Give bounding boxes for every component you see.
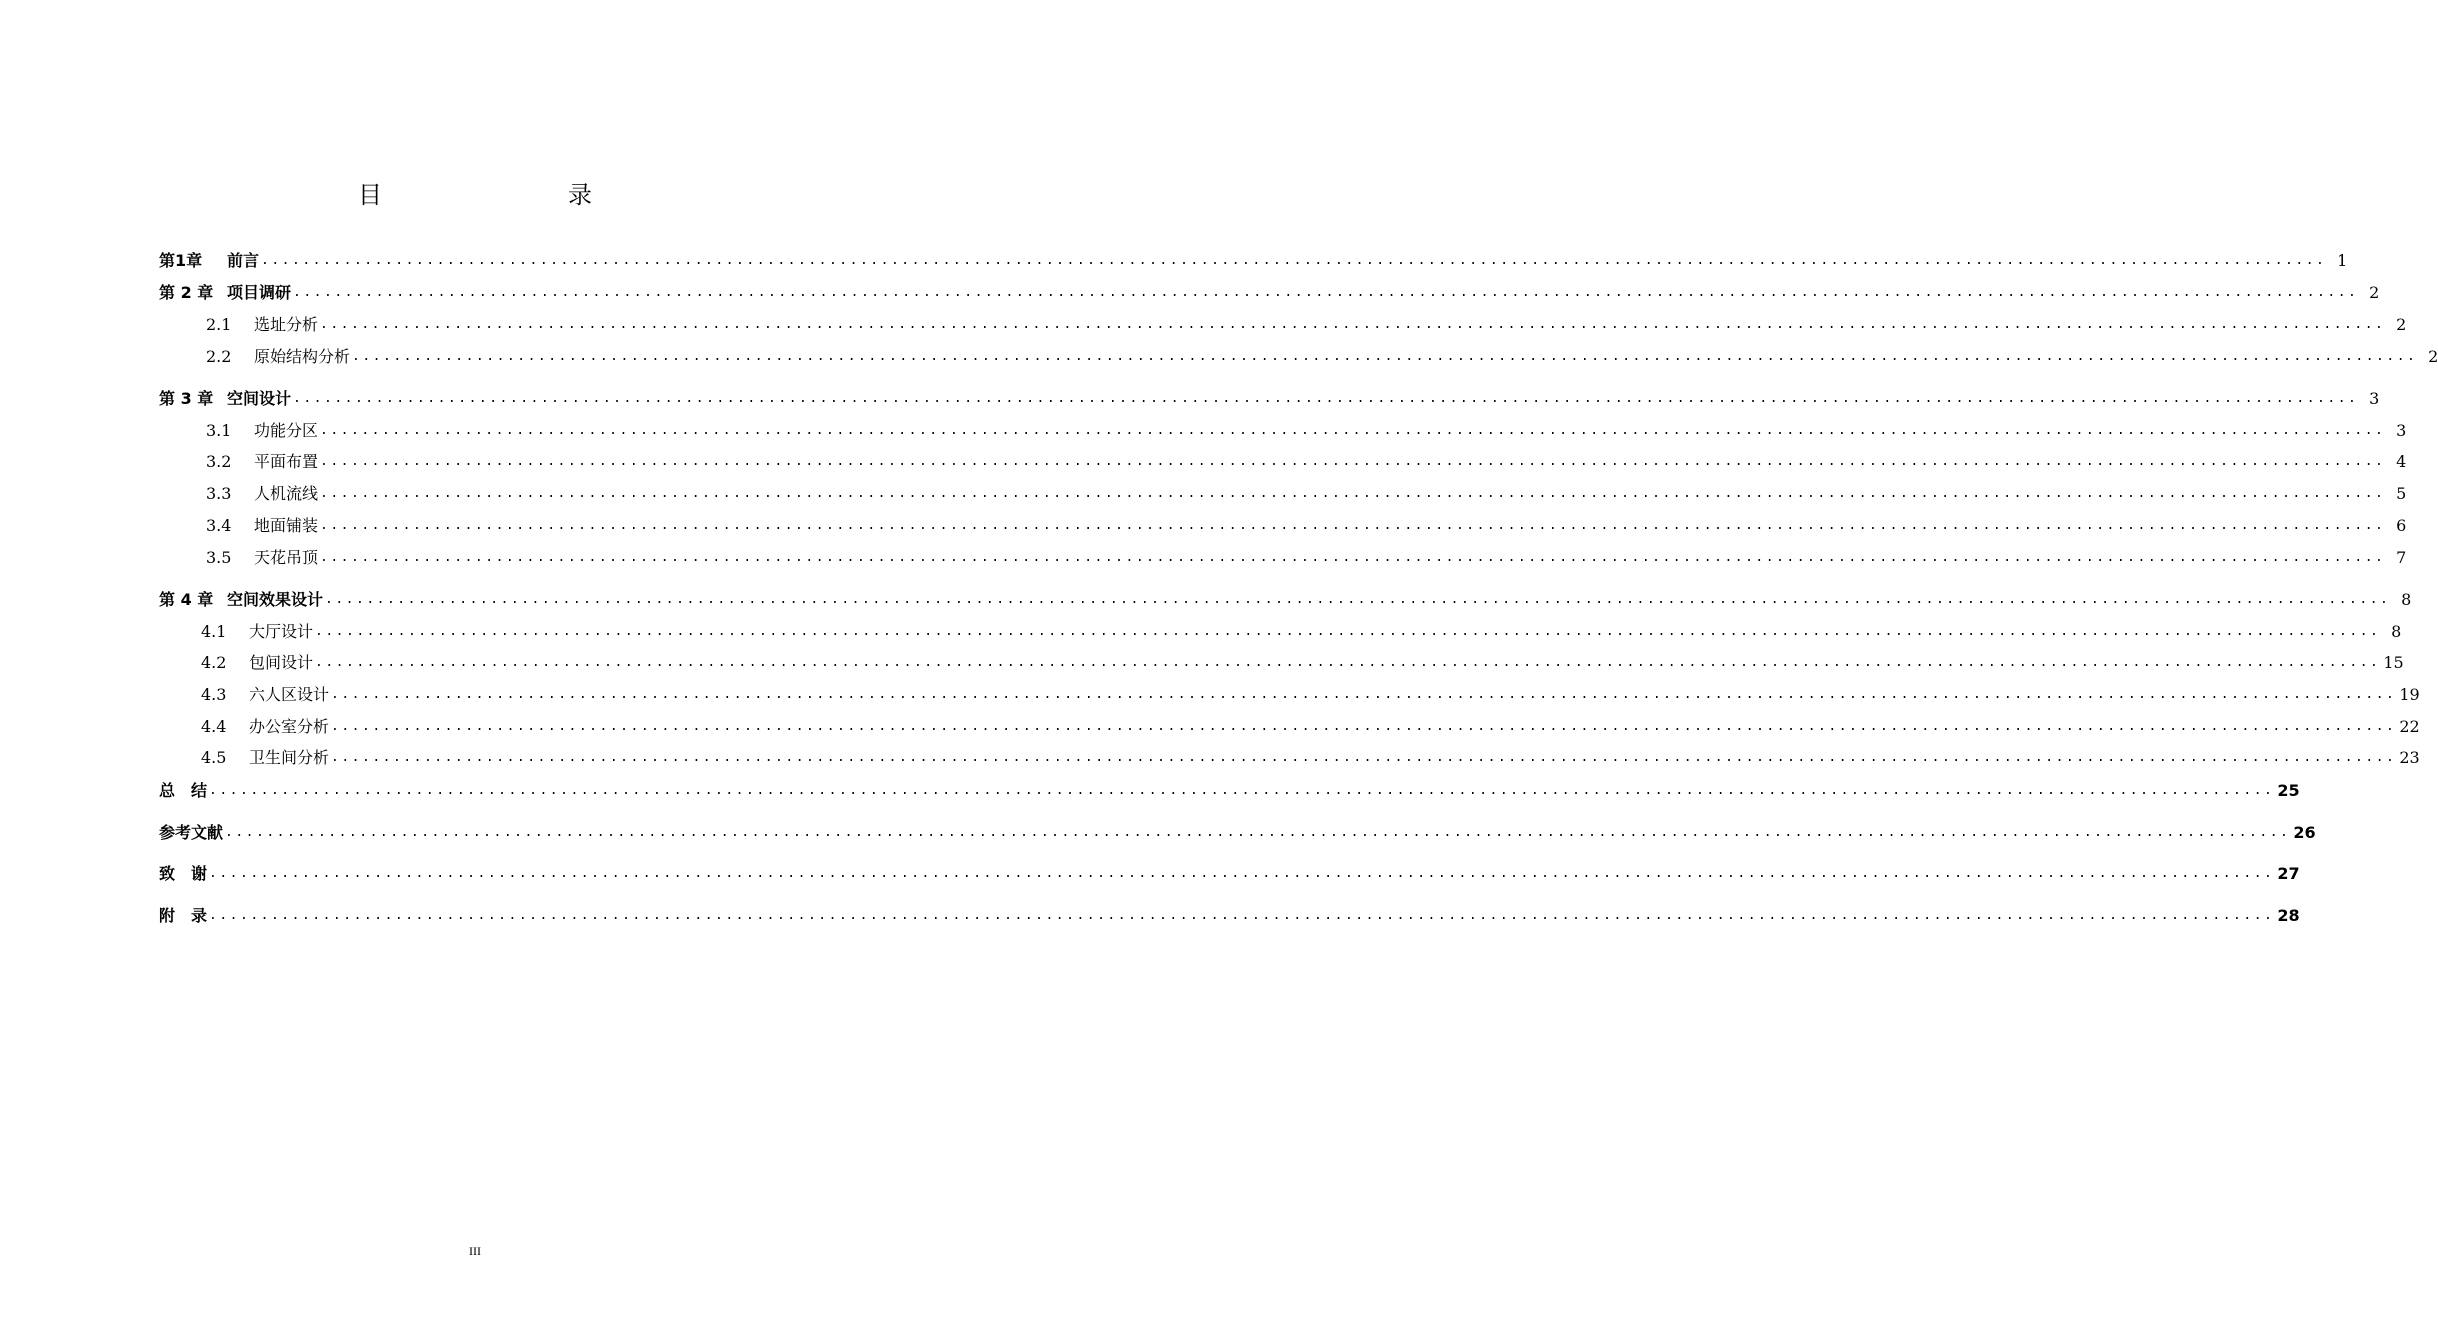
toc-entry xyxy=(206,418,2407,442)
toc-entry-number: 3.3 xyxy=(206,484,232,503)
toc-page-number: 2 xyxy=(2396,315,2407,334)
toc-entry-number: 4.3 xyxy=(201,685,227,704)
toc-dot-leader: ........................................................................................................................................................................................................ xyxy=(320,423,2386,438)
toc-page-number: 2 xyxy=(2428,347,2438,366)
toc-page-number: 6 xyxy=(2396,516,2407,535)
toc-entry-label: 地面铺装 xyxy=(254,516,319,535)
toc-dot-leader: ........................................................................................................................................................................................................ xyxy=(331,687,2397,702)
toc-page-number: 23 xyxy=(2399,748,2420,767)
toc-entry-label: 空间效果设计 xyxy=(227,590,324,609)
toc-entry-number: 3.2 xyxy=(206,452,232,471)
toc-title: 目 录 xyxy=(358,181,638,209)
toc-entry-number: 第 3 章 xyxy=(159,389,214,408)
toc-entry-label: 平面布置 xyxy=(254,452,319,471)
toc-dot-leader: ........................................................................................................................................................................................................ xyxy=(209,783,2275,798)
toc-entry-label: 前言 xyxy=(227,251,260,270)
toc-entry-number: 4.5 xyxy=(201,748,227,767)
toc-page-number: 25 xyxy=(2277,781,2300,800)
toc-entry-label: 附 录 xyxy=(159,906,208,925)
toc-entry-number: 2.2 xyxy=(206,347,232,366)
toc-entry-label: 人机流线 xyxy=(254,484,319,503)
toc-dot-leader: ........................................................................................................................................................................................................ xyxy=(209,908,2275,923)
toc-entry xyxy=(159,248,2348,272)
toc-entry-label: 项目调研 xyxy=(227,283,292,302)
toc-entry-label: 天花吊顶 xyxy=(254,548,319,567)
toc-entry-number: 4.1 xyxy=(201,622,227,641)
toc-page-number: 28 xyxy=(2277,906,2300,925)
toc-entry-number: 第1章 xyxy=(159,251,203,270)
toc-entry xyxy=(159,861,2300,885)
toc-page-number: 19 xyxy=(2399,685,2420,704)
toc-dot-leader: ........................................................................................................................................................................................................ xyxy=(325,592,2391,607)
toc-entry-label: 参考文献 xyxy=(159,823,224,842)
toc-dot-leader: ........................................................................................................................................................................................................ xyxy=(320,518,2386,533)
toc-entry xyxy=(159,587,2412,611)
toc-dot-leader: ........................................................................................................................................................................................................ xyxy=(320,454,2386,469)
toc-entry xyxy=(201,714,2420,738)
toc-entry xyxy=(201,682,2420,706)
toc-page-number: 26 xyxy=(2293,823,2316,842)
toc-entry xyxy=(201,745,2420,769)
toc-entry xyxy=(206,545,2407,569)
toc-entry-number: 4.4 xyxy=(201,717,227,736)
toc-entry-label: 卫生间分析 xyxy=(249,748,330,767)
toc-entry-number: 3.5 xyxy=(206,548,232,567)
toc-page-number: 22 xyxy=(2399,717,2420,736)
toc-entry-label: 选址分析 xyxy=(254,315,319,334)
toc-page-number: 2 xyxy=(2369,283,2380,302)
page-number: III xyxy=(469,1244,481,1258)
toc-dot-leader: ........................................................................................................................................................................................................ xyxy=(293,391,2359,406)
toc-entry-label: 办公室分析 xyxy=(249,717,330,736)
toc-entry xyxy=(159,778,2300,802)
toc-page-number: 3 xyxy=(2396,421,2407,440)
toc-entry xyxy=(201,650,2404,674)
toc-entry xyxy=(159,386,2380,410)
toc-page-number: 27 xyxy=(2277,864,2300,883)
toc-entry xyxy=(206,513,2407,537)
toc-dot-leader: ........................................................................................................................................................................................................ xyxy=(320,317,2386,332)
toc-page-number: 4 xyxy=(2396,452,2407,471)
toc-entry-label: 包间设计 xyxy=(249,653,314,672)
toc-dot-leader: ........................................................................................................................................................................................................ xyxy=(320,486,2386,501)
toc-entry-number: 第 2 章 xyxy=(159,283,214,302)
toc-entry xyxy=(206,312,2407,336)
toc-entry xyxy=(159,280,2380,304)
toc-entry-number: 4.2 xyxy=(201,653,227,672)
toc-page-number: 1 xyxy=(2337,251,2348,270)
toc-dot-leader: ........................................................................................................................................................................................................ xyxy=(320,550,2386,565)
toc-entry-label: 致 谢 xyxy=(159,864,208,883)
toc-dot-leader: ........................................................................................................................................................................................................ xyxy=(261,253,2327,268)
toc-entry-number: 2.1 xyxy=(206,315,232,334)
toc-entry-number: 3.1 xyxy=(206,421,232,440)
toc-entry xyxy=(159,820,2316,844)
toc-page-number: 8 xyxy=(2401,590,2412,609)
toc-page-number: 3 xyxy=(2369,389,2380,408)
toc-entry-label: 功能分区 xyxy=(254,421,319,440)
toc-dot-leader: ........................................................................................................................................................................................................ xyxy=(315,624,2381,639)
toc-dot-leader: ........................................................................................................................................................................................................ xyxy=(293,285,2359,300)
toc-entry xyxy=(206,449,2407,473)
toc-entry xyxy=(206,481,2407,505)
toc-entry-label: 总 结 xyxy=(159,781,208,800)
toc-entry-label: 原始结构分析 xyxy=(254,347,351,366)
toc-entry-number: 3.4 xyxy=(206,516,232,535)
toc-dot-leader: ........................................................................................................................................................................................................ xyxy=(331,750,2397,765)
toc-page-number: 5 xyxy=(2396,484,2407,503)
toc-entry xyxy=(201,619,2402,643)
toc-page-number: 8 xyxy=(2391,622,2402,641)
toc-page-number: 15 xyxy=(2383,653,2404,672)
toc-dot-leader: ........................................................................................................................................................................................................ xyxy=(352,349,2418,364)
toc-dot-leader: ........................................................................................................................................................................................................ xyxy=(315,655,2381,670)
toc-page-number: 7 xyxy=(2396,548,2407,567)
toc-entry-label: 六人区设计 xyxy=(249,685,330,704)
toc-entry-label: 空间设计 xyxy=(227,389,292,408)
toc-dot-leader: ........................................................................................................................................................................................................ xyxy=(225,825,2291,840)
toc-entry-label: 大厅设计 xyxy=(249,622,314,641)
toc-dot-leader: ........................................................................................................................................................................................................ xyxy=(209,866,2275,881)
toc-entry xyxy=(206,344,2438,368)
toc-entry-number: 第 4 章 xyxy=(159,590,214,609)
toc-entry xyxy=(159,903,2300,927)
toc-dot-leader: ........................................................................................................................................................................................................ xyxy=(331,719,2397,734)
